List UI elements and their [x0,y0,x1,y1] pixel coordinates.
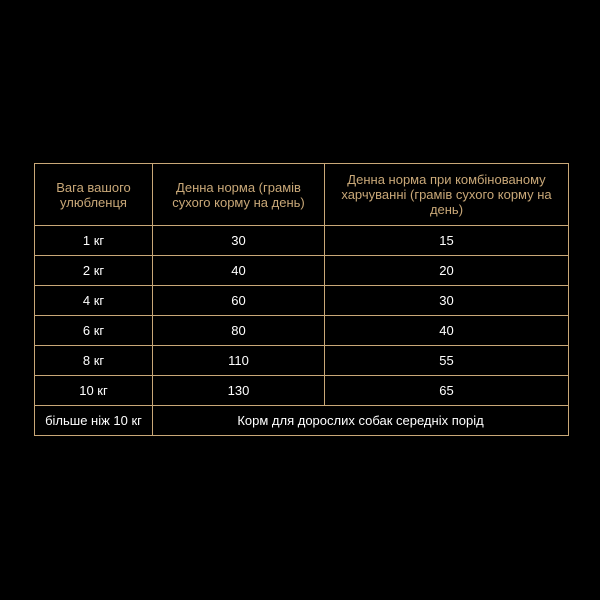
header-daily-norm: Денна норма (грамів сухого корму на день) [153,164,325,226]
cell-combined-norm: 20 [325,256,569,286]
feeding-guide-table [34,163,569,436]
table-row [35,346,569,376]
table-row [35,286,569,316]
cell-weight: 6 кг [35,316,153,346]
cell-daily-norm: 40 [153,256,325,286]
table-row [35,376,569,406]
cell-daily-norm: 110 [153,346,325,376]
header-combined-norm: Денна норма при комбінованому харчуванні (грамів сухого корму на день) [325,164,569,226]
cell-weight: 1 кг [35,226,153,256]
cell-combined-norm: 55 [325,346,569,376]
cell-combined-norm: 30 [325,286,569,316]
cell-daily-norm: 130 [153,376,325,406]
cell-combined-norm: 15 [325,226,569,256]
cell-recommendation-note: Корм для дорослих собак середніх порід [153,406,569,436]
cell-daily-norm: 80 [153,316,325,346]
cell-weight: більше ніж 10 кг [35,406,153,436]
cell-weight: 10 кг [35,376,153,406]
header-pet-weight: Вага вашого улюбленця [35,164,153,226]
table-row [35,226,569,256]
table-row [35,256,569,286]
table-header-row [35,164,569,226]
cell-daily-norm: 60 [153,286,325,316]
cell-weight: 2 кг [35,256,153,286]
cell-weight: 4 кг [35,286,153,316]
cell-combined-norm: 40 [325,316,569,346]
table-row-over-10kg [35,406,569,436]
table-row [35,316,569,346]
cell-weight: 8 кг [35,346,153,376]
cell-combined-norm: 65 [325,376,569,406]
cell-daily-norm: 30 [153,226,325,256]
